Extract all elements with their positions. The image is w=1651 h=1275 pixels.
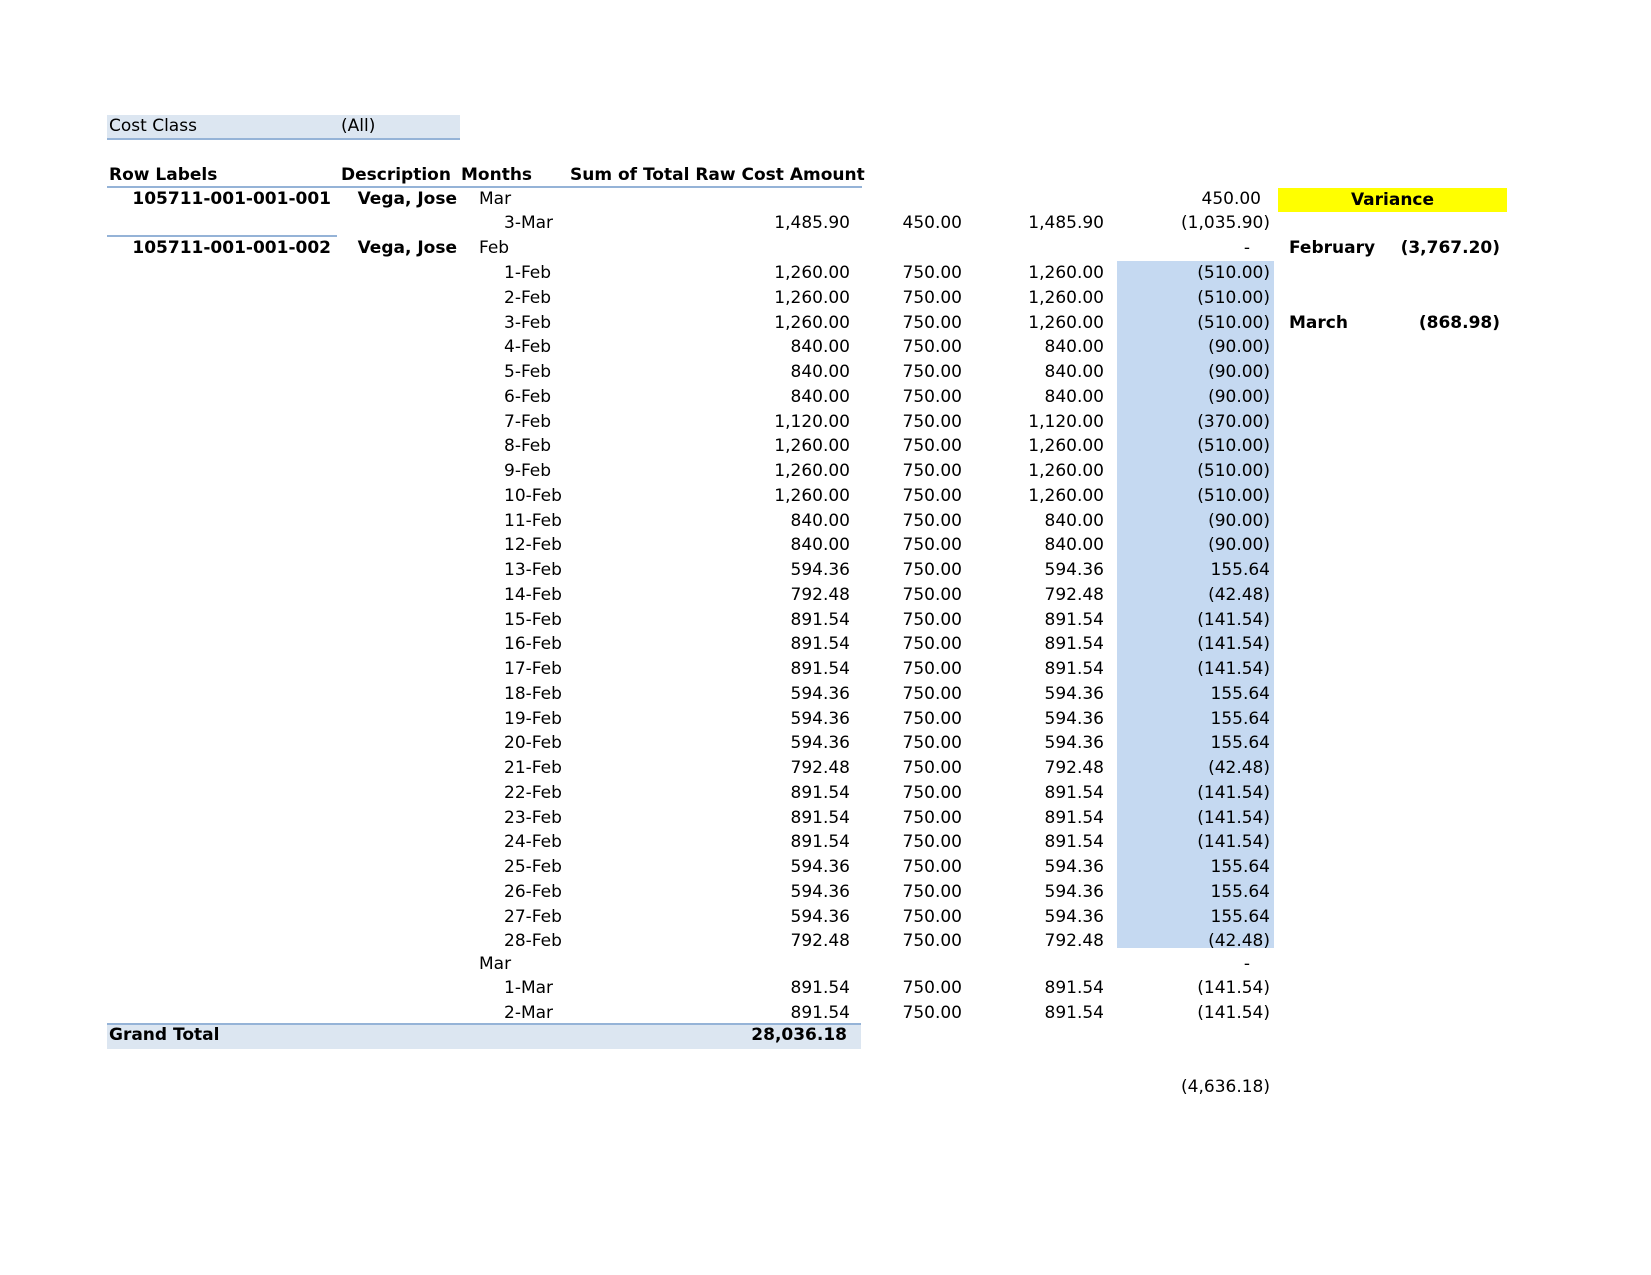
row-sum: 594.36 <box>790 882 850 902</box>
row-actual: 792.48 <box>1044 758 1104 778</box>
row-budget: 750.00 <box>902 832 962 852</box>
row-day: 25-Feb <box>504 857 562 877</box>
row-budget: 750.00 <box>902 461 962 481</box>
row-budget: 750.00 <box>902 634 962 654</box>
row-variance: (141.54) <box>1197 1003 1270 1023</box>
row-sum: 594.36 <box>790 684 850 704</box>
row-budget: 750.00 <box>902 659 962 679</box>
group-label-1[interactable]: 105711-001-001-001 <box>132 189 331 209</box>
variance-title: Variance <box>1350 190 1435 210</box>
row-variance: (141.54) <box>1197 659 1270 679</box>
row-day: 16-Feb <box>504 634 562 654</box>
row-day: 8-Feb <box>504 436 552 456</box>
row-actual: 840.00 <box>1044 535 1104 555</box>
group-month-2[interactable]: Feb <box>479 238 510 258</box>
row-variance: (510.00) <box>1197 436 1270 456</box>
row-variance: 155.64 <box>1210 733 1270 753</box>
row-variance: (510.00) <box>1197 461 1270 481</box>
row-day: 15-Feb <box>504 610 562 630</box>
row-variance: (42.48) <box>1208 931 1270 951</box>
row-actual: 1,260.00 <box>1028 288 1104 308</box>
row-day: 12-Feb <box>504 535 562 555</box>
row-day: 20-Feb <box>504 733 562 753</box>
row-day: 4-Feb <box>504 337 552 357</box>
row-budget: 750.00 <box>902 931 962 951</box>
row-sum: 840.00 <box>790 511 850 531</box>
row-sum: 891.54 <box>790 832 850 852</box>
row-variance: (90.00) <box>1208 362 1270 382</box>
row-sum: 792.48 <box>790 585 850 605</box>
summary-february-label: February <box>1289 238 1376 258</box>
row-actual: 891.54 <box>1044 832 1104 852</box>
row-day: 23-Feb <box>504 808 562 828</box>
row-actual: 891.54 <box>1044 659 1104 679</box>
row-sum: 840.00 <box>790 362 850 382</box>
row-variance: (141.54) <box>1197 610 1270 630</box>
row-day: 11-Feb <box>504 511 562 531</box>
summary-february-value: (3,767.20) <box>1400 238 1500 258</box>
grand-total-label: Grand Total <box>109 1025 220 1045</box>
row-sum: 891.54 <box>790 808 850 828</box>
header-description[interactable]: Description <box>341 165 451 185</box>
row-budget: 750.00 <box>902 907 962 927</box>
row-variance: (141.54) <box>1197 783 1270 803</box>
header-sum-raw-cost[interactable]: Sum of Total Raw Cost Amount <box>570 165 865 185</box>
row-budget: 750.00 <box>902 263 962 283</box>
row-sum: 792.48 <box>790 931 850 951</box>
row-sum: 792.48 <box>790 758 850 778</box>
row-day: 10-Feb <box>504 486 562 506</box>
header-months[interactable]: Months <box>461 165 533 185</box>
row-sum: 891.54 <box>790 978 850 998</box>
header-row-labels[interactable]: Row Labels <box>109 165 218 185</box>
row-actual: 594.36 <box>1044 733 1104 753</box>
row-actual: 594.36 <box>1044 882 1104 902</box>
row-day: 21-Feb <box>504 758 562 778</box>
row-day: 7-Feb <box>504 412 552 432</box>
row-actual: 792.48 <box>1044 585 1104 605</box>
row-actual: 594.36 <box>1044 907 1104 927</box>
row-sum: 1,260.00 <box>774 313 850 333</box>
row-budget: 750.00 <box>902 436 962 456</box>
row-day: 13-Feb <box>504 560 562 580</box>
row-actual: 891.54 <box>1044 808 1104 828</box>
row-sum: 1,260.00 <box>774 436 850 456</box>
row-budget: 750.00 <box>902 288 962 308</box>
row-day: 1-Mar <box>504 978 554 998</box>
row-sum: 1,260.00 <box>774 486 850 506</box>
row-variance: (42.48) <box>1208 758 1270 778</box>
row-day: 3-Mar <box>504 213 554 233</box>
row-variance: (90.00) <box>1208 535 1270 555</box>
row-day: 6-Feb <box>504 387 552 407</box>
row-sum: 594.36 <box>790 907 850 927</box>
row-sum: 594.36 <box>790 857 850 877</box>
row-budget: 750.00 <box>902 387 962 407</box>
row-variance: (90.00) <box>1208 387 1270 407</box>
row-variance: (141.54) <box>1197 808 1270 828</box>
mar-variance: - <box>1243 954 1250 974</box>
row-actual: 594.36 <box>1044 684 1104 704</box>
row-variance: (141.54) <box>1197 978 1270 998</box>
row-budget: 750.00 <box>902 857 962 877</box>
row-actual: 840.00 <box>1044 511 1104 531</box>
summary-march-label: March <box>1289 313 1348 333</box>
row-sum: 840.00 <box>790 337 850 357</box>
row-day: 14-Feb <box>504 585 562 605</box>
filter-value-dropdown[interactable]: (All) <box>341 116 376 136</box>
row-variance: 155.64 <box>1210 857 1270 877</box>
row-day: 18-Feb <box>504 684 562 704</box>
row-sum: 891.54 <box>790 1003 850 1023</box>
row-budget: 750.00 <box>902 585 962 605</box>
row-sum: 1,260.00 <box>774 461 850 481</box>
group-description-2: Vega, Jose <box>357 238 457 258</box>
row-variance: 155.64 <box>1210 684 1270 704</box>
row-variance: (370.00) <box>1197 412 1270 432</box>
filter-label: Cost Class <box>109 116 197 136</box>
row-budget: 750.00 <box>902 337 962 357</box>
row-budget: 750.00 <box>902 758 962 778</box>
row-budget: 750.00 <box>902 709 962 729</box>
row-sum: 891.54 <box>790 783 850 803</box>
row-actual: 891.54 <box>1044 978 1104 998</box>
row-variance: (510.00) <box>1197 263 1270 283</box>
row-budget: 750.00 <box>902 733 962 753</box>
row-actual: 1,260.00 <box>1028 313 1104 333</box>
summary-march-value: (868.98) <box>1418 313 1500 333</box>
row-actual: 1,260.00 <box>1028 486 1104 506</box>
row-variance: (141.54) <box>1197 634 1270 654</box>
row-actual: 891.54 <box>1044 783 1104 803</box>
row-sum: 891.54 <box>790 659 850 679</box>
mar-month-label[interactable]: Mar <box>479 954 512 974</box>
row-day: 17-Feb <box>504 659 562 679</box>
row-sum: 840.00 <box>790 387 850 407</box>
row-variance: 155.64 <box>1210 560 1270 580</box>
row-day: 9-Feb <box>504 461 552 481</box>
group-month-1[interactable]: Mar <box>479 189 512 209</box>
row-budget: 450.00 <box>902 213 962 233</box>
group-label-2[interactable]: 105711-001-001-002 <box>132 238 331 258</box>
row-actual: 840.00 <box>1044 337 1104 357</box>
row-actual: 594.36 <box>1044 857 1104 877</box>
row-variance: 155.64 <box>1210 709 1270 729</box>
row-actual: 1,260.00 <box>1028 461 1104 481</box>
row-variance: (1,035.90) <box>1181 213 1270 233</box>
row-day: 1-Feb <box>504 263 552 283</box>
row-sum: 1,120.00 <box>774 412 850 432</box>
row-budget: 750.00 <box>902 610 962 630</box>
row-day: 5-Feb <box>504 362 552 382</box>
row-variance: (90.00) <box>1208 337 1270 357</box>
row-day: 3-Feb <box>504 313 552 333</box>
row-actual: 1,260.00 <box>1028 436 1104 456</box>
grand-total-value: 28,036.18 <box>751 1025 847 1045</box>
row-budget: 750.00 <box>902 560 962 580</box>
row-day: 2-Feb <box>504 288 552 308</box>
row-budget: 750.00 <box>902 313 962 333</box>
row-actual: 792.48 <box>1044 931 1104 951</box>
row-actual: 891.54 <box>1044 1003 1104 1023</box>
row-day: 22-Feb <box>504 783 562 803</box>
row-budget: 750.00 <box>902 511 962 531</box>
row-sum: 1,260.00 <box>774 263 850 283</box>
row-actual: 840.00 <box>1044 362 1104 382</box>
row-budget: 750.00 <box>902 362 962 382</box>
row-budget: 750.00 <box>902 684 962 704</box>
row-variance: (90.00) <box>1208 511 1270 531</box>
row-budget: 750.00 <box>902 535 962 555</box>
row-budget: 750.00 <box>902 783 962 803</box>
row-day: 2-Mar <box>504 1003 554 1023</box>
row-budget: 750.00 <box>902 978 962 998</box>
row-sum: 1,260.00 <box>774 288 850 308</box>
row-budget: 750.00 <box>902 412 962 432</box>
row-sum: 840.00 <box>790 535 850 555</box>
row-day: 19-Feb <box>504 709 562 729</box>
row-day: 24-Feb <box>504 832 562 852</box>
row-budget: 750.00 <box>902 1003 962 1023</box>
row-actual: 891.54 <box>1044 634 1104 654</box>
row-actual: 1,485.90 <box>1028 213 1104 233</box>
row-budget: 750.00 <box>902 486 962 506</box>
group-description-1: Vega, Jose <box>357 189 457 209</box>
row-actual: 594.36 <box>1044 560 1104 580</box>
variance-total: (4,636.18) <box>1181 1077 1270 1097</box>
row-sum: 594.36 <box>790 733 850 753</box>
row-day: 27-Feb <box>504 907 562 927</box>
row-actual: 891.54 <box>1044 610 1104 630</box>
group-variance-2: - <box>1243 238 1250 258</box>
row-actual: 1,120.00 <box>1028 412 1104 432</box>
row-sum: 594.36 <box>790 709 850 729</box>
row-variance: 155.64 <box>1210 907 1270 927</box>
row-day: 26-Feb <box>504 882 562 902</box>
row-sum: 891.54 <box>790 634 850 654</box>
row-variance: (141.54) <box>1197 832 1270 852</box>
row-sum: 891.54 <box>790 610 850 630</box>
row-sum: 594.36 <box>790 560 850 580</box>
row-actual: 840.00 <box>1044 387 1104 407</box>
row-variance: 155.64 <box>1210 882 1270 902</box>
row-variance: (510.00) <box>1197 486 1270 506</box>
row-actual: 594.36 <box>1044 709 1104 729</box>
row-variance: (510.00) <box>1197 288 1270 308</box>
row-variance: (42.48) <box>1208 585 1270 605</box>
row-variance: (510.00) <box>1197 313 1270 333</box>
group-variance-1: 450.00 <box>1201 189 1261 209</box>
row-budget: 750.00 <box>902 808 962 828</box>
row-sum: 1,485.90 <box>774 213 850 233</box>
row-actual: 1,260.00 <box>1028 263 1104 283</box>
row-day: 28-Feb <box>504 931 562 951</box>
row-budget: 750.00 <box>902 882 962 902</box>
